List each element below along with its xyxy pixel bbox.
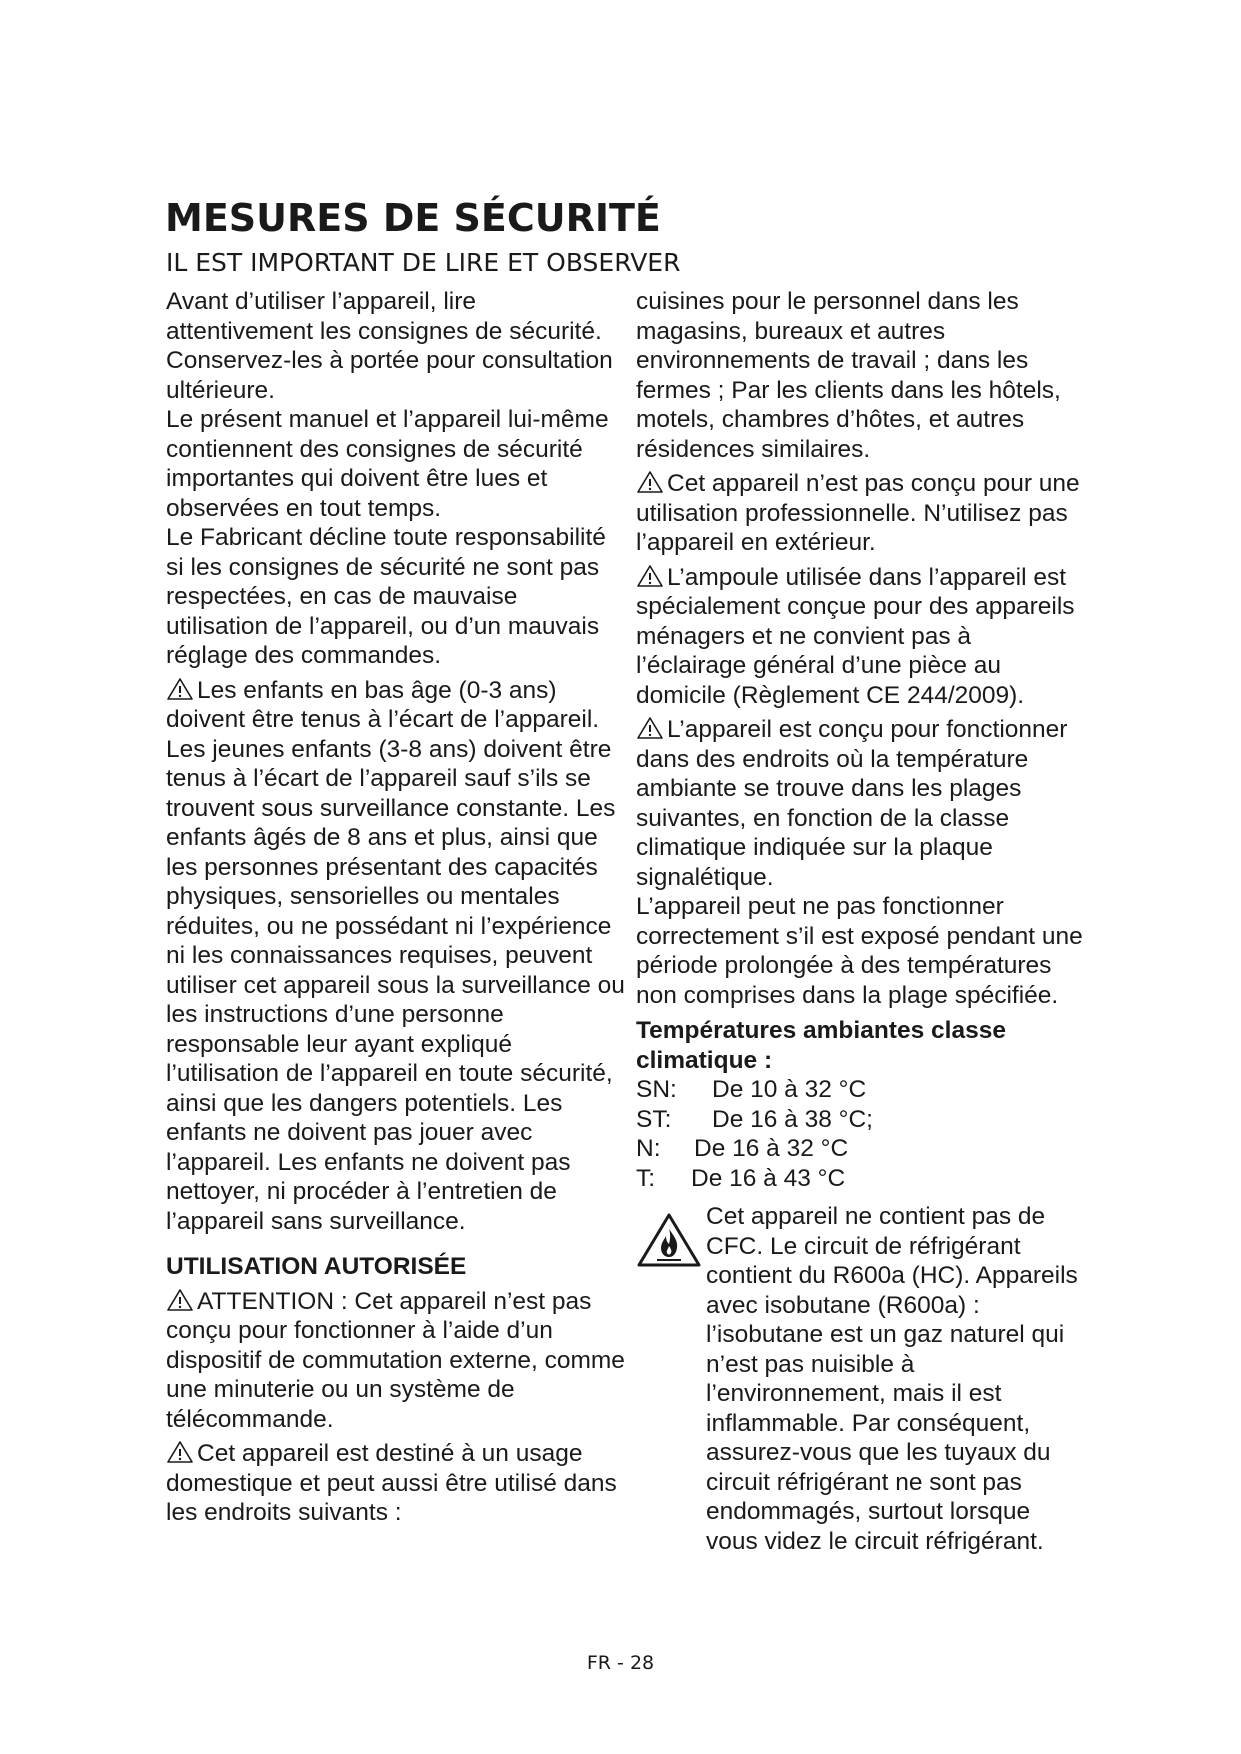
domestic-use-warning-text: Cet appareil est destiné à un usage domestique et peut aussi être utilisé dans les endroits suivants :	[166, 1440, 617, 1526]
climate-class-code: ST:	[636, 1105, 672, 1133]
bulb-warning-text: L’ampoule utilisée dans l’appareil est spécialement conçue pour des appareils ménagers et ne convient pas à l’éclairage général d’une pièce au domicile (Règlement CE 244/2009).	[636, 563, 1075, 709]
left-column	[166, 287, 626, 1528]
climate-class-code: N:	[636, 1135, 661, 1162]
temperature-row	[636, 1105, 1086, 1135]
attention-warning	[166, 1287, 626, 1435]
warning-icon	[166, 677, 194, 701]
temperature-row	[636, 1075, 1086, 1105]
climate-class-code: T:	[636, 1164, 656, 1192]
flammable-warning-icon	[636, 1212, 702, 1268]
attention-warning-text: ATTENTION : Cet appareil n’est pas conçu pour fonctionner à l’aide d’un dispositif de commutation externe, comme une minuterie ou un système de télécommande.	[166, 1287, 625, 1433]
manufacturer-paragraph: Le Fabricant décline toute responsabilité si les consignes de sécurité ne sont pas respectées, en cas de mauvaise utilisation de l’appareil, ou d’un mauvais réglage des commandes.	[166, 524, 606, 669]
climate-warning	[636, 715, 1086, 892]
warning-icon	[166, 1440, 194, 1464]
climate-class-code: SN:	[636, 1076, 677, 1103]
manual-paragraph: Le présent manuel et l’appareil lui-même contiennent des consignes de sécurité importantes qui doivent être lues et observées en tout temps.	[166, 406, 609, 522]
warning-icon	[636, 470, 664, 494]
climate-class-range: De 10 à 32 °C	[712, 1076, 867, 1103]
intro-paragraph: Avant d’utiliser l’appareil, lire attentivement les consignes de sécurité. Conservez-les à portée pour consultation ultérieure.	[166, 288, 613, 404]
bulb-warning	[636, 563, 1086, 711]
temperature-row	[636, 1164, 1086, 1194]
locations-paragraph: cuisines pour le personnel dans les magasins, bureaux et autres environnements de travail ; dans les fermes ; Par les clients dans les hôtels, motels, chambres d’hôtes, et autres résidences similaires.	[636, 288, 1061, 463]
page-title: MESURES DE SÉCURITÉ	[165, 196, 661, 240]
climate-class-range: De 16 à 38 °C;	[712, 1105, 873, 1133]
domestic-use-warning	[166, 1439, 626, 1528]
professional-use-warning	[636, 469, 1086, 558]
children-warning	[166, 676, 626, 1237]
temperature-row	[636, 1134, 1086, 1164]
warning-icon	[636, 564, 664, 588]
professional-use-warning-text: Cet appareil n’est pas conçu pour une utilisation professionnelle. N’utilisez pas l’appareil en extérieur.	[636, 470, 1080, 556]
temperature-range-paragraph: L’appareil peut ne pas fonctionner correctement s’il est exposé pendant une période prolongée à des températures non comprises dans la plage spécifiée.	[636, 893, 1083, 1009]
page-number: FR - 28	[586, 1652, 655, 1674]
cfc-notice-text: Cet appareil ne contient pas de CFC. Le circuit de réfrigérant contient du R600a (HC). Appareils avec isobutane (R600a) : l’isobutane est un gaz naturel qui n’est pas nuisible à l’environnement, mais il est inflammable. Par conséquent, assurez-vous que les tuyaux du circuit réfrigérant ne sont pas endommagés, surtout lorsque vous videz le circuit réfrigérant.	[706, 1203, 1078, 1555]
right-column	[636, 287, 1086, 1556]
climate-class-range: De 16 à 43 °C	[691, 1164, 846, 1192]
children-warning-text: Les enfants en bas âge (0-3 ans) doivent être tenus à l’écart de l’appareil. Les jeunes enfants (3-8 ans) doivent être tenus à l’écart de l’appareil sauf s’ils se trouvent sous surveillance constante. Les enfants âgés de 8 ans et plus, ainsi que les personnes présentant des capacités physiques, sensorielles ou mentales réduites, ou ne possédant ni l’expérience ni les connaissances requises, peuvent utiliser cet appareil sous la surveillance ou les instructions d’une personne responsable leur ayant expliqué l’utilisation de l’appareil en toute sécurité, ainsi que les dangers potentiels. Les enfants ne doivent pas jouer avec l’appareil. Les enfants ne doivent pas nettoyer, ni procéder à l’entretien de l’appareil sans surveillance.	[166, 676, 625, 1235]
temperature-heading: Températures ambiantes classe climatique :	[636, 1017, 1006, 1074]
page-subtitle: IL EST IMPORTANT DE LIRE ET OBSERVER	[166, 248, 681, 277]
climate-warning-text: L’appareil est conçu pour fonctionner dans des endroits où la température ambiante se trouve dans les plages suivantes, en fonction de la classe climatique indiquée sur la plaque signalétique.	[636, 716, 1068, 891]
warning-icon	[166, 1288, 194, 1312]
climate-class-range: De 16 à 32 °C	[694, 1135, 849, 1162]
cfc-notice	[636, 1202, 1086, 1556]
warning-icon	[636, 716, 664, 740]
section-heading: UTILISATION AUTORISÉE	[166, 1253, 467, 1280]
